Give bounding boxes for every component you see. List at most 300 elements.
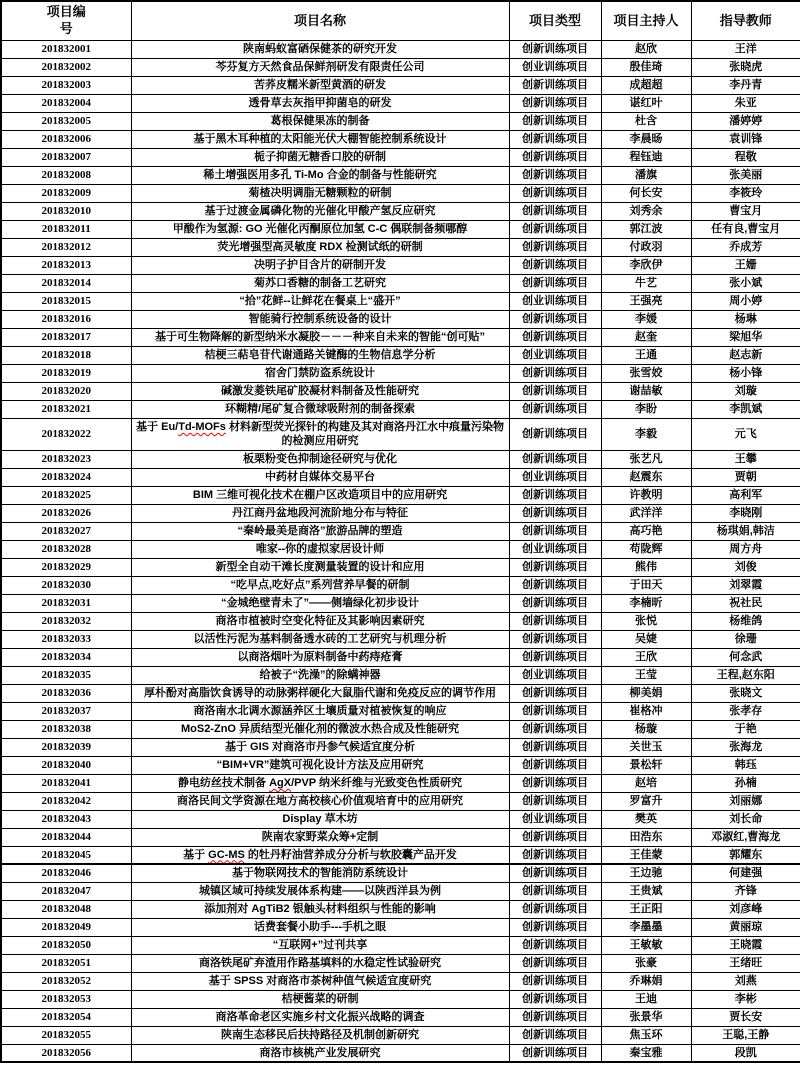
project-leader-cell: 李墨墨 bbox=[601, 918, 691, 936]
project-id-cell: 201832009 bbox=[1, 185, 131, 203]
project-id-cell: 201832045 bbox=[1, 846, 131, 864]
project-type-cell: 创新训练项目 bbox=[509, 486, 601, 504]
project-id-cell: 201832044 bbox=[1, 828, 131, 846]
project-id-cell: 201832037 bbox=[1, 702, 131, 720]
table-row bbox=[1, 882, 800, 900]
project-id-cell: 201832032 bbox=[1, 612, 131, 630]
project-id-cell: 201832026 bbox=[1, 504, 131, 522]
table-row bbox=[1, 95, 800, 113]
misspell-underline: Td-MOFs bbox=[178, 421, 226, 433]
project-leader-cell: 程钰迪 bbox=[601, 149, 691, 167]
project-id-cell: 201832029 bbox=[1, 558, 131, 576]
project-leader-cell: 王佳蒙 bbox=[601, 846, 691, 864]
project-name-cell: 商洛南水北调水源涵养区土壤质量对植被恢复的响应 bbox=[131, 702, 509, 720]
project-leader-cell: 张雪姣 bbox=[601, 365, 691, 383]
project-leader-cell: 赵培 bbox=[601, 774, 691, 792]
project-advisor-cell: 李筱玲 bbox=[691, 185, 800, 203]
table-row bbox=[1, 77, 800, 95]
project-type-cell: 创新训练项目 bbox=[509, 401, 601, 419]
project-name-cell: 唯家--你的虚拟家居设计师 bbox=[131, 540, 509, 558]
header-project-id: 项目编号 bbox=[1, 1, 131, 41]
project-id-cell: 201832022 bbox=[1, 419, 131, 451]
project-leader-cell: 吴婕 bbox=[601, 630, 691, 648]
table-row bbox=[1, 702, 800, 720]
table-row bbox=[1, 149, 800, 167]
project-advisor-cell: 李晓刚 bbox=[691, 504, 800, 522]
project-name-cell: 桔梗酱菜的研制 bbox=[131, 990, 509, 1008]
table-row bbox=[1, 630, 800, 648]
header-row bbox=[1, 1, 800, 41]
project-type-cell: 创新训练项目 bbox=[509, 558, 601, 576]
project-type-cell: 创新训练项目 bbox=[509, 936, 601, 954]
project-advisor-cell: 周小婷 bbox=[691, 293, 800, 311]
project-type-cell: 创新训练项目 bbox=[509, 828, 601, 846]
project-name-cell: 芩芬复方天然食品保鲜剂研发有限责任公司 bbox=[131, 59, 509, 77]
project-type-cell: 创新训练项目 bbox=[509, 738, 601, 756]
project-advisor-cell: 刘丽娜 bbox=[691, 792, 800, 810]
project-type-cell: 创业训练项目 bbox=[509, 347, 601, 365]
project-id-cell: 201832023 bbox=[1, 450, 131, 468]
project-leader-cell: 李欣伊 bbox=[601, 257, 691, 275]
project-advisor-cell: 黄丽琼 bbox=[691, 918, 800, 936]
project-id-cell: 201832008 bbox=[1, 167, 131, 185]
project-name-cell: 以商洛烟叶为原料制备中药痔疮膏 bbox=[131, 648, 509, 666]
table-row bbox=[1, 450, 800, 468]
project-leader-cell: 赵欣 bbox=[601, 41, 691, 59]
project-id-cell: 201832047 bbox=[1, 882, 131, 900]
table-row bbox=[1, 41, 800, 59]
project-type-cell: 创新训练项目 bbox=[509, 918, 601, 936]
project-id-cell: 201832041 bbox=[1, 774, 131, 792]
project-type-cell: 创新训练项目 bbox=[509, 576, 601, 594]
project-advisor-cell: 王攀 bbox=[691, 450, 800, 468]
table-row bbox=[1, 612, 800, 630]
project-id-cell: 201832054 bbox=[1, 1008, 131, 1026]
project-id-cell: 201832048 bbox=[1, 900, 131, 918]
project-leader-cell: 王贵斌 bbox=[601, 882, 691, 900]
project-name-cell: 以活性污泥为基料制备透水砖的工艺研究与机理分析 bbox=[131, 630, 509, 648]
project-name-cell: 环糊精/尾矿复合微球吸附剂的制备探索 bbox=[131, 401, 509, 419]
project-name-cell: 给被子“洗澡”的除螨神器 bbox=[131, 666, 509, 684]
table-row bbox=[1, 419, 800, 451]
project-leader-cell: 刘秀余 bbox=[601, 203, 691, 221]
project-name-cell: 商洛市植被时空变化特征及其影响因素研究 bbox=[131, 612, 509, 630]
project-type-cell: 创新训练项目 bbox=[509, 594, 601, 612]
project-advisor-cell: 张美丽 bbox=[691, 167, 800, 185]
project-type-cell: 创新训练项目 bbox=[509, 1026, 601, 1044]
project-advisor-cell: 任有良,曹宝月 bbox=[691, 221, 800, 239]
misspell-underline: AgX bbox=[269, 776, 292, 789]
table-row bbox=[1, 918, 800, 936]
project-type-cell: 创业训练项目 bbox=[509, 293, 601, 311]
project-advisor-cell: 李丹青 bbox=[691, 77, 800, 95]
project-advisor-cell: 张孝存 bbox=[691, 702, 800, 720]
project-type-cell: 创新训练项目 bbox=[509, 311, 601, 329]
project-advisor-cell: 潘婷婷 bbox=[691, 113, 800, 131]
project-name-cell: 板栗粉变色抑制途径研究与优化 bbox=[131, 450, 509, 468]
project-name-cell: 菊楂决明调脂无糖颗粒的研制 bbox=[131, 185, 509, 203]
table-row bbox=[1, 1044, 800, 1062]
project-type-cell: 创新训练项目 bbox=[509, 756, 601, 774]
project-name-cell: 苦荞皮糯米新型黄酒的研发 bbox=[131, 77, 509, 95]
project-id-cell: 201832016 bbox=[1, 311, 131, 329]
project-advisor-cell: 段凯 bbox=[691, 1044, 800, 1062]
project-leader-cell: 武洋洋 bbox=[601, 504, 691, 522]
project-type-cell: 创新训练项目 bbox=[509, 149, 601, 167]
project-leader-cell: 杜含 bbox=[601, 113, 691, 131]
project-type-cell: 创新训练项目 bbox=[509, 774, 601, 792]
table-row bbox=[1, 828, 800, 846]
table-row bbox=[1, 846, 800, 864]
project-type-cell: 创新训练项目 bbox=[509, 275, 601, 293]
table-row bbox=[1, 275, 800, 293]
project-leader-cell: 赵震东 bbox=[601, 468, 691, 486]
project-advisor-cell: 徐珊 bbox=[691, 630, 800, 648]
table-row bbox=[1, 365, 800, 383]
project-name-cell: 基于黑木耳种植的太阳能光伏大棚智能控制系统设计 bbox=[131, 131, 509, 149]
project-name-cell: 话费套餐小助手---手机之眼 bbox=[131, 918, 509, 936]
project-id-cell: 201832034 bbox=[1, 648, 131, 666]
table-row bbox=[1, 738, 800, 756]
project-type-cell: 创新训练项目 bbox=[509, 329, 601, 347]
project-name-cell: 稀土增强医用多孔 Ti-Mo 合金的制备与性能研究 bbox=[131, 167, 509, 185]
project-advisor-cell: 贾长安 bbox=[691, 1008, 800, 1026]
project-name-cell: 菊苏口香糖的制备工艺研究 bbox=[131, 275, 509, 293]
project-type-cell: 创业训练项目 bbox=[509, 468, 601, 486]
project-id-cell: 201832024 bbox=[1, 468, 131, 486]
project-id-cell: 201832055 bbox=[1, 1026, 131, 1044]
project-id-cell: 201832021 bbox=[1, 401, 131, 419]
project-type-cell: 创新训练项目 bbox=[509, 257, 601, 275]
project-advisor-cell: 王程,赵东阳 bbox=[691, 666, 800, 684]
project-type-cell: 创新训练项目 bbox=[509, 504, 601, 522]
project-advisor-cell: 张晓文 bbox=[691, 684, 800, 702]
project-advisor-cell: 曹宝月 bbox=[691, 203, 800, 221]
project-leader-cell: 王莹 bbox=[601, 666, 691, 684]
table-row bbox=[1, 684, 800, 702]
table-row bbox=[1, 347, 800, 365]
table-header bbox=[1, 1, 800, 41]
project-name-cell: 添加剂对 AgTiB2 银触头材料组织与性能的影响 bbox=[131, 900, 509, 918]
project-type-cell: 创新训练项目 bbox=[509, 900, 601, 918]
project-advisor-cell: 何建强 bbox=[691, 864, 800, 882]
project-name-cell: 丹江商丹盆地段河流阶地分布与特征 bbox=[131, 504, 509, 522]
project-id-cell: 201832014 bbox=[1, 275, 131, 293]
project-leader-cell: 柳美娟 bbox=[601, 684, 691, 702]
project-name-cell: BIM 三维可视化技术在棚户区改造项目中的应用研究 bbox=[131, 486, 509, 504]
project-name-cell: 城镇区域可持续发展体系构建——以陕西洋县为例 bbox=[131, 882, 509, 900]
project-type-cell: 创新训练项目 bbox=[509, 612, 601, 630]
project-advisor-cell: 王洋 bbox=[691, 41, 800, 59]
project-type-cell: 创新训练项目 bbox=[509, 522, 601, 540]
project-name-cell: 决明子护目含片的研制开发 bbox=[131, 257, 509, 275]
project-leader-cell: 牛艺 bbox=[601, 275, 691, 293]
project-name-cell: “秦岭最美是商洛”旅游品牌的塑造 bbox=[131, 522, 509, 540]
project-name-cell: “互联网+”过刊共享 bbox=[131, 936, 509, 954]
project-name-cell: 基于可生物降解的新型纳米水凝胶－－－种来自未来的智能“创可贴” bbox=[131, 329, 509, 347]
table-row bbox=[1, 936, 800, 954]
project-advisor-cell: 祝社民 bbox=[691, 594, 800, 612]
project-advisor-cell: 齐锋 bbox=[691, 882, 800, 900]
project-name-cell: 基于过渡金属磷化物的光催化甲酸产氢反应研究 bbox=[131, 203, 509, 221]
project-advisor-cell: 程敬 bbox=[691, 149, 800, 167]
project-leader-cell: 焦玉环 bbox=[601, 1026, 691, 1044]
project-leader-cell: 李晨旸 bbox=[601, 131, 691, 149]
project-id-cell: 201832049 bbox=[1, 918, 131, 936]
table-row bbox=[1, 972, 800, 990]
project-type-cell: 创新训练项目 bbox=[509, 365, 601, 383]
project-advisor-cell: 何念武 bbox=[691, 648, 800, 666]
project-id-cell: 201832043 bbox=[1, 810, 131, 828]
project-type-cell: 创新训练项目 bbox=[509, 203, 601, 221]
project-id-cell: 201832002 bbox=[1, 59, 131, 77]
project-name-cell: “BIM+VR”建筑可视化设计方法及应用研究 bbox=[131, 756, 509, 774]
project-advisor-cell: 杨维鸽 bbox=[691, 612, 800, 630]
table-row bbox=[1, 401, 800, 419]
project-leader-cell: 高巧艳 bbox=[601, 522, 691, 540]
header-project-name: 项目名称 bbox=[131, 1, 509, 41]
table-row bbox=[1, 864, 800, 882]
project-advisor-cell: 张海龙 bbox=[691, 738, 800, 756]
project-leader-cell: 关世玉 bbox=[601, 738, 691, 756]
project-table-body bbox=[1, 41, 800, 1063]
project-advisor-cell: 刘彦峰 bbox=[691, 900, 800, 918]
project-type-cell: 创新训练项目 bbox=[509, 882, 601, 900]
project-name-cell: 基于 GIS 对商洛市丹参气候适宜度分析 bbox=[131, 738, 509, 756]
table-row bbox=[1, 468, 800, 486]
project-advisor-cell: 韩珏 bbox=[691, 756, 800, 774]
table-row bbox=[1, 311, 800, 329]
project-name-cell: 甲酸作为氢源: GO 光催化丙酮原位加氢 C-C 偶联制备频哪醇 bbox=[131, 221, 509, 239]
project-advisor-cell: 王姗 bbox=[691, 257, 800, 275]
table-row bbox=[1, 990, 800, 1008]
project-name-cell: 商洛市核桃产业发展研究 bbox=[131, 1044, 509, 1062]
project-name-cell: 透骨草去灰指甲抑菌皂的研发 bbox=[131, 95, 509, 113]
project-id-cell: 201832042 bbox=[1, 792, 131, 810]
project-name-cell: “金城绝壁青未了”——侧墙绿化初步设计 bbox=[131, 594, 509, 612]
project-type-cell: 创业训练项目 bbox=[509, 810, 601, 828]
project-advisor-cell: 王聪,王静 bbox=[691, 1026, 800, 1044]
project-type-cell: 创新训练项目 bbox=[509, 95, 601, 113]
project-leader-cell: 王强亮 bbox=[601, 293, 691, 311]
project-type-cell: 创新训练项目 bbox=[509, 972, 601, 990]
project-advisor-cell: 杨小锋 bbox=[691, 365, 800, 383]
project-leader-cell: 张景华 bbox=[601, 1008, 691, 1026]
project-id-cell: 201832012 bbox=[1, 239, 131, 257]
project-id-cell: 201832020 bbox=[1, 383, 131, 401]
project-type-cell: 创新训练项目 bbox=[509, 684, 601, 702]
table-row bbox=[1, 1026, 800, 1044]
project-name-cell: 新型全自动干滩长度测量装置的设计和应用 bbox=[131, 558, 509, 576]
project-name-cell: 宿舍门禁防盗系统设计 bbox=[131, 365, 509, 383]
project-type-cell: 创新训练项目 bbox=[509, 131, 601, 149]
table-row bbox=[1, 774, 800, 792]
project-name-cell: 荧光增强型高灵敏度 RDX 检测试纸的研制 bbox=[131, 239, 509, 257]
project-id-cell: 201832017 bbox=[1, 329, 131, 347]
project-advisor-cell: 刘燕 bbox=[691, 972, 800, 990]
project-name-cell: 陕南生态移民后扶持路径及机制创新研究 bbox=[131, 1026, 509, 1044]
project-advisor-cell: 周方舟 bbox=[691, 540, 800, 558]
project-advisor-cell: 孙楠 bbox=[691, 774, 800, 792]
project-type-cell: 创新训练项目 bbox=[509, 954, 601, 972]
project-leader-cell: 许教明 bbox=[601, 486, 691, 504]
project-leader-cell: 张艺凡 bbox=[601, 450, 691, 468]
table-row bbox=[1, 558, 800, 576]
project-type-cell: 创新训练项目 bbox=[509, 630, 601, 648]
project-type-cell: 创新训练项目 bbox=[509, 1044, 601, 1062]
project-name-cell: 葛根保健果冻的制备 bbox=[131, 113, 509, 131]
project-name-cell: 桔梗三萜皂苷代谢通路关键酶的生物信息学分析 bbox=[131, 347, 509, 365]
project-leader-cell: 付政羽 bbox=[601, 239, 691, 257]
table-row bbox=[1, 293, 800, 311]
project-advisor-cell: 梁旭华 bbox=[691, 329, 800, 347]
project-id-cell: 201832028 bbox=[1, 540, 131, 558]
project-leader-cell: 李毅 bbox=[601, 419, 691, 451]
table-row bbox=[1, 239, 800, 257]
project-leader-cell: 王敏敏 bbox=[601, 936, 691, 954]
table-row bbox=[1, 522, 800, 540]
project-leader-cell: 李楠昕 bbox=[601, 594, 691, 612]
project-id-cell: 201832027 bbox=[1, 522, 131, 540]
project-advisor-cell: 张小斌 bbox=[691, 275, 800, 293]
project-leader-cell: 杨璇 bbox=[601, 720, 691, 738]
table-row bbox=[1, 185, 800, 203]
header-project-leader: 项目主持人 bbox=[601, 1, 691, 41]
project-leader-cell: 熊伟 bbox=[601, 558, 691, 576]
project-id-cell: 201832053 bbox=[1, 990, 131, 1008]
table-row bbox=[1, 666, 800, 684]
project-advisor-cell: 杨琳 bbox=[691, 311, 800, 329]
project-advisor-cell: 刘长命 bbox=[691, 810, 800, 828]
project-leader-cell: 王正阳 bbox=[601, 900, 691, 918]
project-advisor-cell: 乔成芳 bbox=[691, 239, 800, 257]
project-advisor-cell: 郭耀东 bbox=[691, 846, 800, 864]
project-leader-cell: 秦宝雅 bbox=[601, 1044, 691, 1062]
project-leader-cell: 谌红叶 bbox=[601, 95, 691, 113]
project-advisor-cell: 李彬 bbox=[691, 990, 800, 1008]
project-leader-cell: 李媛 bbox=[601, 311, 691, 329]
table-row bbox=[1, 540, 800, 558]
project-id-cell: 201832056 bbox=[1, 1044, 131, 1062]
project-advisor-cell: 赵志新 bbox=[691, 347, 800, 365]
project-name-cell: 静电纺丝技术制备 AgX/PVP 纳米纤维与光致变色性质研究 bbox=[131, 774, 509, 792]
project-id-cell: 201832019 bbox=[1, 365, 131, 383]
project-advisor-cell: 袁训锋 bbox=[691, 131, 800, 149]
project-type-cell: 创新训练项目 bbox=[509, 450, 601, 468]
project-leader-cell: 张悦 bbox=[601, 612, 691, 630]
project-id-cell: 201832040 bbox=[1, 756, 131, 774]
project-advisor-cell: 王晓霞 bbox=[691, 936, 800, 954]
table-row bbox=[1, 203, 800, 221]
project-leader-cell: 王边驰 bbox=[601, 864, 691, 882]
project-leader-cell: 何长安 bbox=[601, 185, 691, 203]
project-leader-cell: 王欣 bbox=[601, 648, 691, 666]
project-id-cell: 201832005 bbox=[1, 113, 131, 131]
project-name-cell: “拾”花鲜--让鲜花在餐桌上“盛开” bbox=[131, 293, 509, 311]
project-advisor-cell: 元飞 bbox=[691, 419, 800, 451]
project-advisor-cell: 刘翠霞 bbox=[691, 576, 800, 594]
project-id-cell: 201832052 bbox=[1, 972, 131, 990]
project-name-cell: 陕南蚂蚁富硒保健茶的研究开发 bbox=[131, 41, 509, 59]
project-type-cell: 创新训练项目 bbox=[509, 221, 601, 239]
project-leader-cell: 赵奎 bbox=[601, 329, 691, 347]
table-row bbox=[1, 59, 800, 77]
project-id-cell: 201832018 bbox=[1, 347, 131, 365]
table-row bbox=[1, 221, 800, 239]
project-advisor-cell: 朱亚 bbox=[691, 95, 800, 113]
project-name-cell: 基于 SPSS 对商洛市茶树种值气候适宜度研究 bbox=[131, 972, 509, 990]
project-advisor-cell: 杨琪娟,韩洁 bbox=[691, 522, 800, 540]
project-leader-cell: 王迪 bbox=[601, 990, 691, 1008]
project-name-cell: 商洛民间文学资源在地方高校核心价值观培育中的应用研究 bbox=[131, 792, 509, 810]
project-id-cell: 201832030 bbox=[1, 576, 131, 594]
table-row bbox=[1, 383, 800, 401]
table-row bbox=[1, 329, 800, 347]
table-row bbox=[1, 792, 800, 810]
project-advisor-cell: 刘璇 bbox=[691, 383, 800, 401]
project-leader-cell: 成超超 bbox=[601, 77, 691, 95]
header-project-type: 项目类型 bbox=[509, 1, 601, 41]
project-advisor-cell: 贾朝 bbox=[691, 468, 800, 486]
project-type-cell: 创新训练项目 bbox=[509, 113, 601, 131]
project-id-cell: 201832025 bbox=[1, 486, 131, 504]
project-id-cell: 201832003 bbox=[1, 77, 131, 95]
project-name-cell: 商洛革命老区实施乡村文化振兴战略的调查 bbox=[131, 1008, 509, 1026]
table-row bbox=[1, 167, 800, 185]
project-id-cell: 201832039 bbox=[1, 738, 131, 756]
project-advisor-cell: 王绪旺 bbox=[691, 954, 800, 972]
project-advisor-cell: 邓淑红,曹海龙 bbox=[691, 828, 800, 846]
project-type-cell: 创新训练项目 bbox=[509, 792, 601, 810]
project-leader-cell: 于田天 bbox=[601, 576, 691, 594]
project-id-cell: 201832038 bbox=[1, 720, 131, 738]
misspell-underline: GC-MS bbox=[208, 848, 245, 861]
project-name-cell: Display 草木坊 bbox=[131, 810, 509, 828]
project-name-cell: 陕南农家野菜众筹+定制 bbox=[131, 828, 509, 846]
table-row bbox=[1, 954, 800, 972]
table-row bbox=[1, 113, 800, 131]
table-row bbox=[1, 594, 800, 612]
project-name-cell: 基于物联网技术的智能消防系统设计 bbox=[131, 864, 509, 882]
project-leader-cell: 乔琳娟 bbox=[601, 972, 691, 990]
project-name-cell: “吃早点,吃好点”系列营养早餐的研制 bbox=[131, 576, 509, 594]
project-id-cell: 201832006 bbox=[1, 131, 131, 149]
project-type-cell: 创新训练项目 bbox=[509, 383, 601, 401]
project-type-cell: 创新训练项目 bbox=[509, 77, 601, 95]
project-leader-cell: 景松轩 bbox=[601, 756, 691, 774]
project-type-cell: 创新训练项目 bbox=[509, 864, 601, 882]
table-row bbox=[1, 131, 800, 149]
project-type-cell: 创新训练项目 bbox=[509, 167, 601, 185]
table-row bbox=[1, 756, 800, 774]
project-type-cell: 创业训练项目 bbox=[509, 666, 601, 684]
project-type-cell: 创新训练项目 bbox=[509, 419, 601, 451]
project-id-cell: 201832007 bbox=[1, 149, 131, 167]
header-project-advisor: 指导教师 bbox=[691, 1, 800, 41]
project-type-cell: 创新训练项目 bbox=[509, 702, 601, 720]
table-row bbox=[1, 486, 800, 504]
project-type-cell: 创业训练项目 bbox=[509, 540, 601, 558]
project-id-cell: 201832013 bbox=[1, 257, 131, 275]
project-leader-cell: 田浩东 bbox=[601, 828, 691, 846]
project-advisor-cell: 刘俊 bbox=[691, 558, 800, 576]
project-id-cell: 201832046 bbox=[1, 864, 131, 882]
project-advisor-cell: 高利军 bbox=[691, 486, 800, 504]
project-name-cell: MoS2-ZnO 异质结型光催化剂的微波水热合成及性能研究 bbox=[131, 720, 509, 738]
project-type-cell: 创业训练项目 bbox=[509, 59, 601, 77]
project-type-cell: 创新训练项目 bbox=[509, 41, 601, 59]
project-name-cell: 基于 Eu/Td-MOFs 材料新型荧光探针的构建及其对商洛丹江水中痕量污染物的检测应用研究 bbox=[131, 419, 509, 451]
